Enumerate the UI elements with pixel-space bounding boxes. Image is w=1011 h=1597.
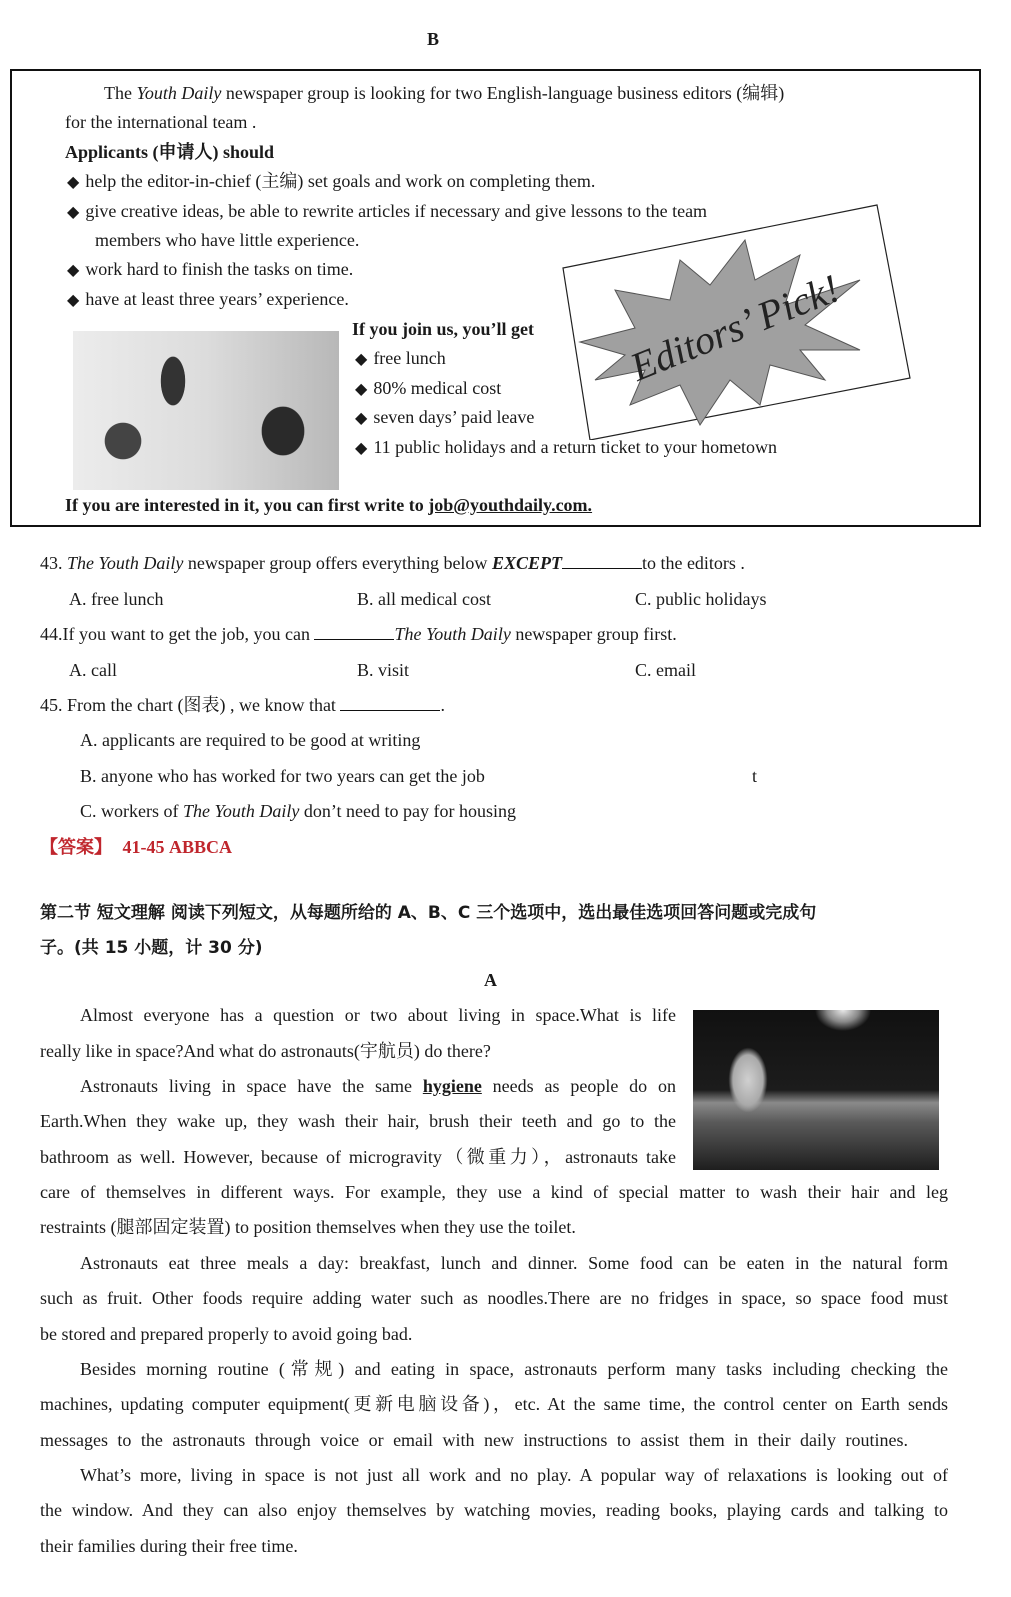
- question-stem-end: newspaper group first.: [510, 624, 677, 644]
- option-b[interactable]: B. all medical cost: [357, 589, 491, 609]
- answer-key: [40, 836, 232, 858]
- benefit-item: [355, 406, 534, 430]
- passage-line: machines, updating computer equipment(更新电脑设备)，etc. At the same time, the control center on Earth sends: [40, 1394, 948, 1414]
- keyword-hygiene: hygiene: [422, 1076, 482, 1096]
- passage-line: restraints (腿部固定装置) to position themselves when they use the toilet.: [40, 1217, 576, 1237]
- requirement-continued: members who have little experience.: [95, 230, 360, 250]
- requirement-text: have at least three years’ experience.: [85, 289, 349, 309]
- answer-blank[interactable]: [562, 552, 642, 569]
- passage-line: the window. And they can also enjoy themselves by watching movies, reading books, playing cards and talking to: [40, 1500, 948, 1520]
- section-b-label: B: [426, 29, 439, 49]
- passage-text: Astronauts living in space have the same: [80, 1076, 423, 1096]
- benefit-item: [355, 436, 777, 460]
- benefit-item: [355, 347, 446, 371]
- option-a[interactable]: A. call: [69, 660, 117, 680]
- passage-line: Astronauts eat three meals a day: breakfast, lunch and dinner. Some food can be eaten in the natural form: [80, 1253, 948, 1273]
- requirement-text: work hard to finish the tasks on time.: [85, 259, 354, 279]
- option-b[interactable]: B. anyone who has worked for two years can get the job: [80, 766, 485, 786]
- benefit-text: seven days’ paid leave: [373, 407, 535, 427]
- option-c-pre: C. workers of: [80, 801, 183, 821]
- question-number: 45.: [40, 695, 63, 715]
- benefit-item: [355, 377, 501, 401]
- astronaut-photo: [693, 1010, 939, 1170]
- question-44: [40, 623, 677, 645]
- passage-line: [80, 1075, 676, 1097]
- passage-line: be stored and prepared properly to avoid going bad.: [40, 1324, 413, 1344]
- ad-intro-post: newspaper group is looking for two English-language business editors (编辑): [221, 83, 785, 103]
- passage-line: care of themselves in different ways. For example, they use a kind of special matter to wash their hair and leg: [40, 1182, 948, 1202]
- option-c-title: The Youth Daily: [182, 801, 300, 821]
- ad-intro-pre: The: [104, 83, 137, 103]
- contact-email-link[interactable]: job@youthdaily.com.: [428, 495, 593, 515]
- passage-line: their families during their free time.: [40, 1536, 298, 1556]
- passage-a-label: A: [484, 970, 497, 990]
- editors-pick-sticker: [560, 200, 920, 440]
- benefit-text: free lunch: [373, 348, 446, 368]
- sticker-text: Editors’ Pick!: [624, 265, 846, 390]
- answer-blank[interactable]: [340, 694, 440, 711]
- section-2-heading-line2: 子。(共 15 小题，计 30 分): [40, 938, 263, 958]
- question-stem: From the chart (图表) , we know that: [67, 695, 341, 715]
- option-c[interactable]: C. public holidays: [635, 589, 767, 609]
- answer-text: 41-45 ABBCA: [122, 837, 233, 857]
- contact-line: [65, 494, 592, 516]
- requirement-text: give creative ideas, be able to rewrite articles if necessary and give lessons to the team: [85, 201, 708, 221]
- question-stem: newspaper group offers everything below: [183, 553, 492, 573]
- option-b[interactable]: B. visit: [357, 660, 410, 680]
- requirement-item: [67, 170, 595, 194]
- section-2-heading-line1: 第二节 短文理解 阅读下列短文，从每题所给的 A、B、C 三个选项中，选出最佳选项回答问题或完成句: [40, 903, 817, 923]
- question-number: 44.: [40, 624, 63, 644]
- requirement-item: [67, 258, 353, 282]
- option-c[interactable]: [80, 800, 516, 822]
- question-number: 43.: [40, 553, 63, 573]
- option-c-end: don’t need to pay for housing: [299, 801, 516, 821]
- option-a[interactable]: A. applicants are required to be good at writing: [80, 730, 421, 750]
- passage-line: bathroom as well. However, because of microgravity（微重力），astronauts take: [40, 1147, 676, 1167]
- passage-line: such as fruit. Other foods require adding water such as noodles.There are no fridges in space, so space food must: [40, 1288, 948, 1308]
- question-43: [40, 552, 745, 574]
- ad-intro-line1: [104, 82, 784, 104]
- passage-line: messages to the astronauts through voice or email with new instructions to assist them in their daily routines.: [40, 1430, 908, 1450]
- benefit-text: 80% medical cost: [373, 378, 502, 398]
- requirement-text: help the editor-in-chief (主编) set goals and work on completing them.: [85, 171, 596, 191]
- option-c[interactable]: C. email: [635, 660, 696, 680]
- question-stem-end: to the editors .: [641, 553, 745, 573]
- benefits-heading: If you join us, you’ll get: [352, 319, 535, 339]
- applicants-heading: Applicants (申请人) should: [65, 142, 275, 162]
- option-a[interactable]: A. free lunch: [69, 589, 164, 609]
- answer-label: 【答案】: [40, 837, 112, 857]
- benefit-text: 11 public holidays and a return ticket to your hometown: [373, 437, 778, 457]
- question-stem: If you want to get the job, you can: [62, 624, 315, 644]
- contact-text: If you are interested in it, you can first write to: [65, 495, 429, 515]
- question-stem-end: .: [440, 695, 445, 715]
- passage-line: Almost everyone has a question or two about living in space.What is life: [80, 1005, 676, 1025]
- ad-intro-title: Youth Daily: [136, 83, 222, 103]
- answer-blank[interactable]: [314, 623, 394, 640]
- question-emphasis: EXCEPT: [491, 553, 562, 573]
- passage-text: needs as people do on: [481, 1076, 676, 1096]
- passage-line: What’s more, living in space is not just all work and no play. A popular way of relaxations is looking out of: [80, 1465, 948, 1485]
- passage-line: really like in space?And what do astronauts(宇航员) do there?: [40, 1041, 491, 1061]
- question-45: [40, 694, 445, 716]
- question-stem-title: The Youth Daily: [67, 553, 184, 573]
- passage-line: Besides morning routine (常规) and eating in space, astronauts perform many tasks including checking the: [80, 1359, 948, 1379]
- passage-line: Earth.When they wake up, they wash their hair, brush their teeth and go to the: [40, 1111, 676, 1131]
- meeting-photo: [73, 331, 339, 490]
- ad-intro-line2: for the international team .: [65, 112, 257, 132]
- question-stem-title: The Youth Daily: [394, 624, 511, 644]
- requirement-item: [67, 288, 349, 312]
- stray-mark: t: [752, 766, 758, 786]
